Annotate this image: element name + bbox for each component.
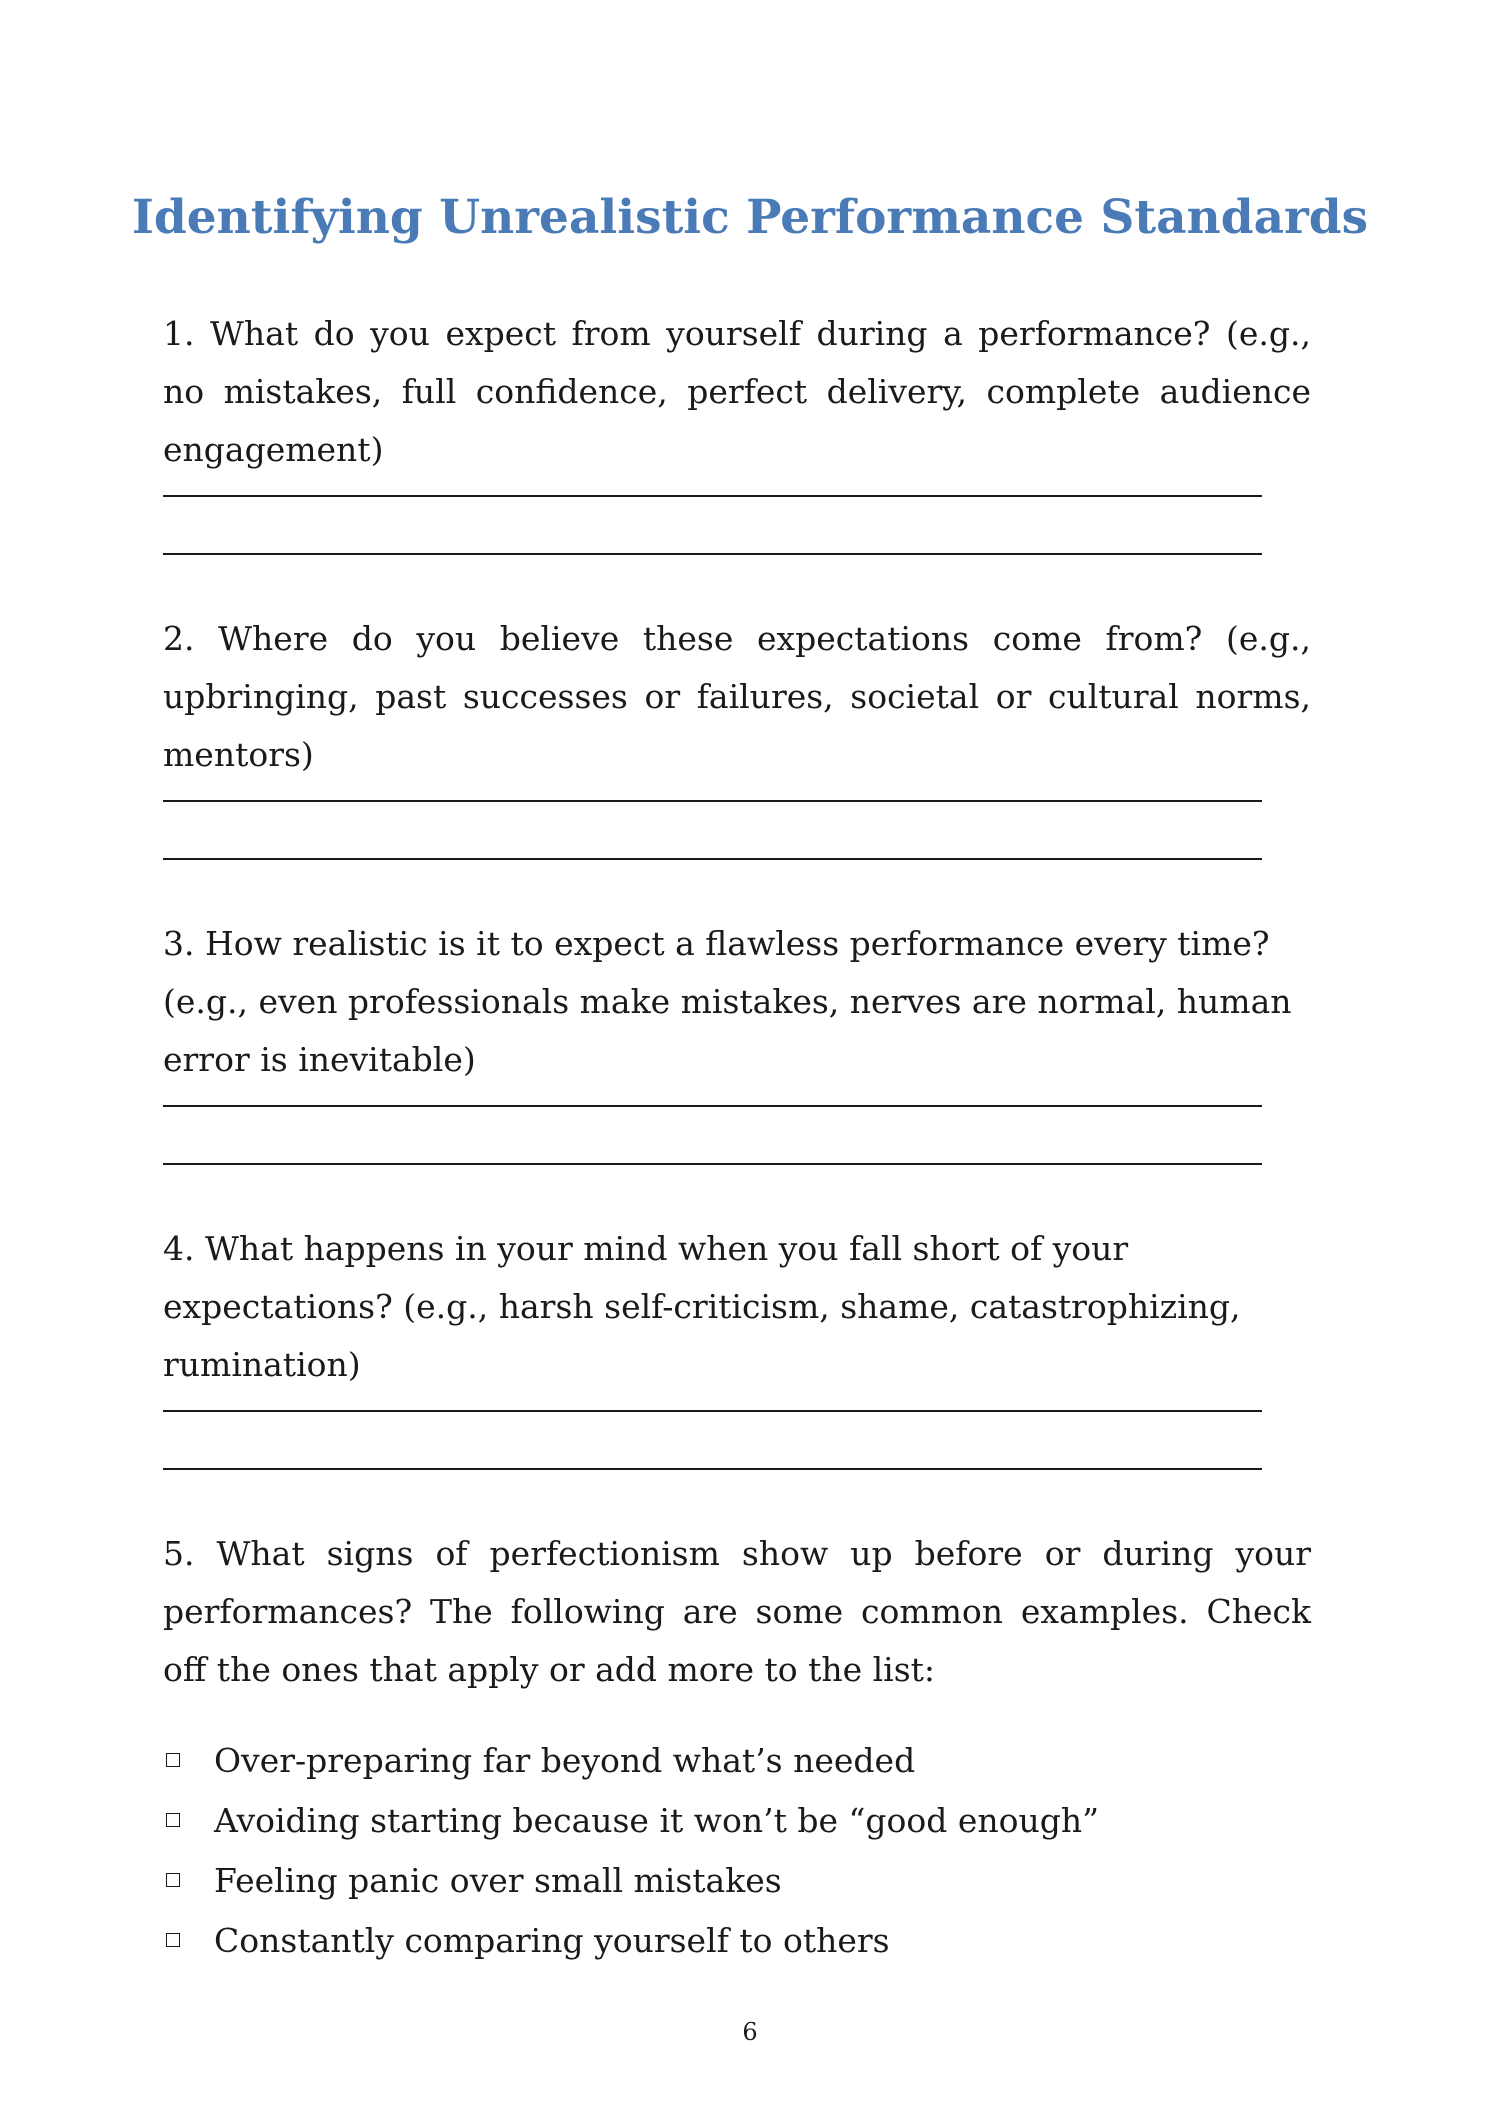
answer-line-1b[interactable] xyxy=(163,553,1262,555)
page-title: Identifying Unrealistic Performance Standards xyxy=(131,190,1369,245)
question-3: 3. How realistic is it to expect a flawless performance every time? (e.g., even professionals make mistakes, nerves are normal, human error is inevitable) xyxy=(163,924,1292,1079)
answer-line-4b[interactable] xyxy=(163,1468,1262,1470)
checklist-item[interactable] xyxy=(163,1910,1099,1970)
question-4: 4. What happens in your mind when you fall short of your expectations? (e.g., harsh self-criticism, shame, catastrophizing, rumination) xyxy=(163,1229,1241,1384)
checkbox-icon[interactable] xyxy=(166,1753,180,1767)
page-number: 6 xyxy=(742,2018,758,2046)
checkbox-icon[interactable] xyxy=(166,1813,180,1827)
question-1: 1. What do you expect from yourself during a performance? (e.g., no mistakes, full confidence, perfect delivery, complete audience engagement) xyxy=(163,314,1311,469)
checkbox-icon[interactable] xyxy=(166,1873,180,1887)
question-5: 5. What signs of perfectionism show up before or during your performances? The following are some common examples. Check off the ones that apply or add more to the list: xyxy=(163,1534,1311,1689)
checklist-item-label: Avoiding starting because it won’t be “good enough” xyxy=(214,1800,1100,1840)
checklist-item-label: Over-preparing far beyond what’s needed xyxy=(214,1740,916,1780)
perfectionism-checklist xyxy=(163,1730,1099,1970)
checklist-item[interactable] xyxy=(163,1790,1099,1850)
checklist-item[interactable] xyxy=(163,1730,1099,1790)
checkbox-icon[interactable] xyxy=(166,1933,180,1947)
checklist-item-label: Feeling panic over small mistakes xyxy=(214,1860,782,1900)
answer-line-1a[interactable] xyxy=(163,495,1262,497)
answer-line-3a[interactable] xyxy=(163,1105,1262,1107)
question-2: 2. Where do you believe these expectations come from? (e.g., upbringing, past successes or failures, societal or cultural norms, mentors) xyxy=(163,619,1311,774)
answer-line-2b[interactable] xyxy=(163,858,1262,860)
checklist-item-label: Constantly comparing yourself to others xyxy=(214,1920,890,1960)
answer-line-4a[interactable] xyxy=(163,1410,1262,1412)
answer-line-2a[interactable] xyxy=(163,800,1262,802)
checklist-item[interactable] xyxy=(163,1850,1099,1910)
answer-line-3b[interactable] xyxy=(163,1163,1262,1165)
